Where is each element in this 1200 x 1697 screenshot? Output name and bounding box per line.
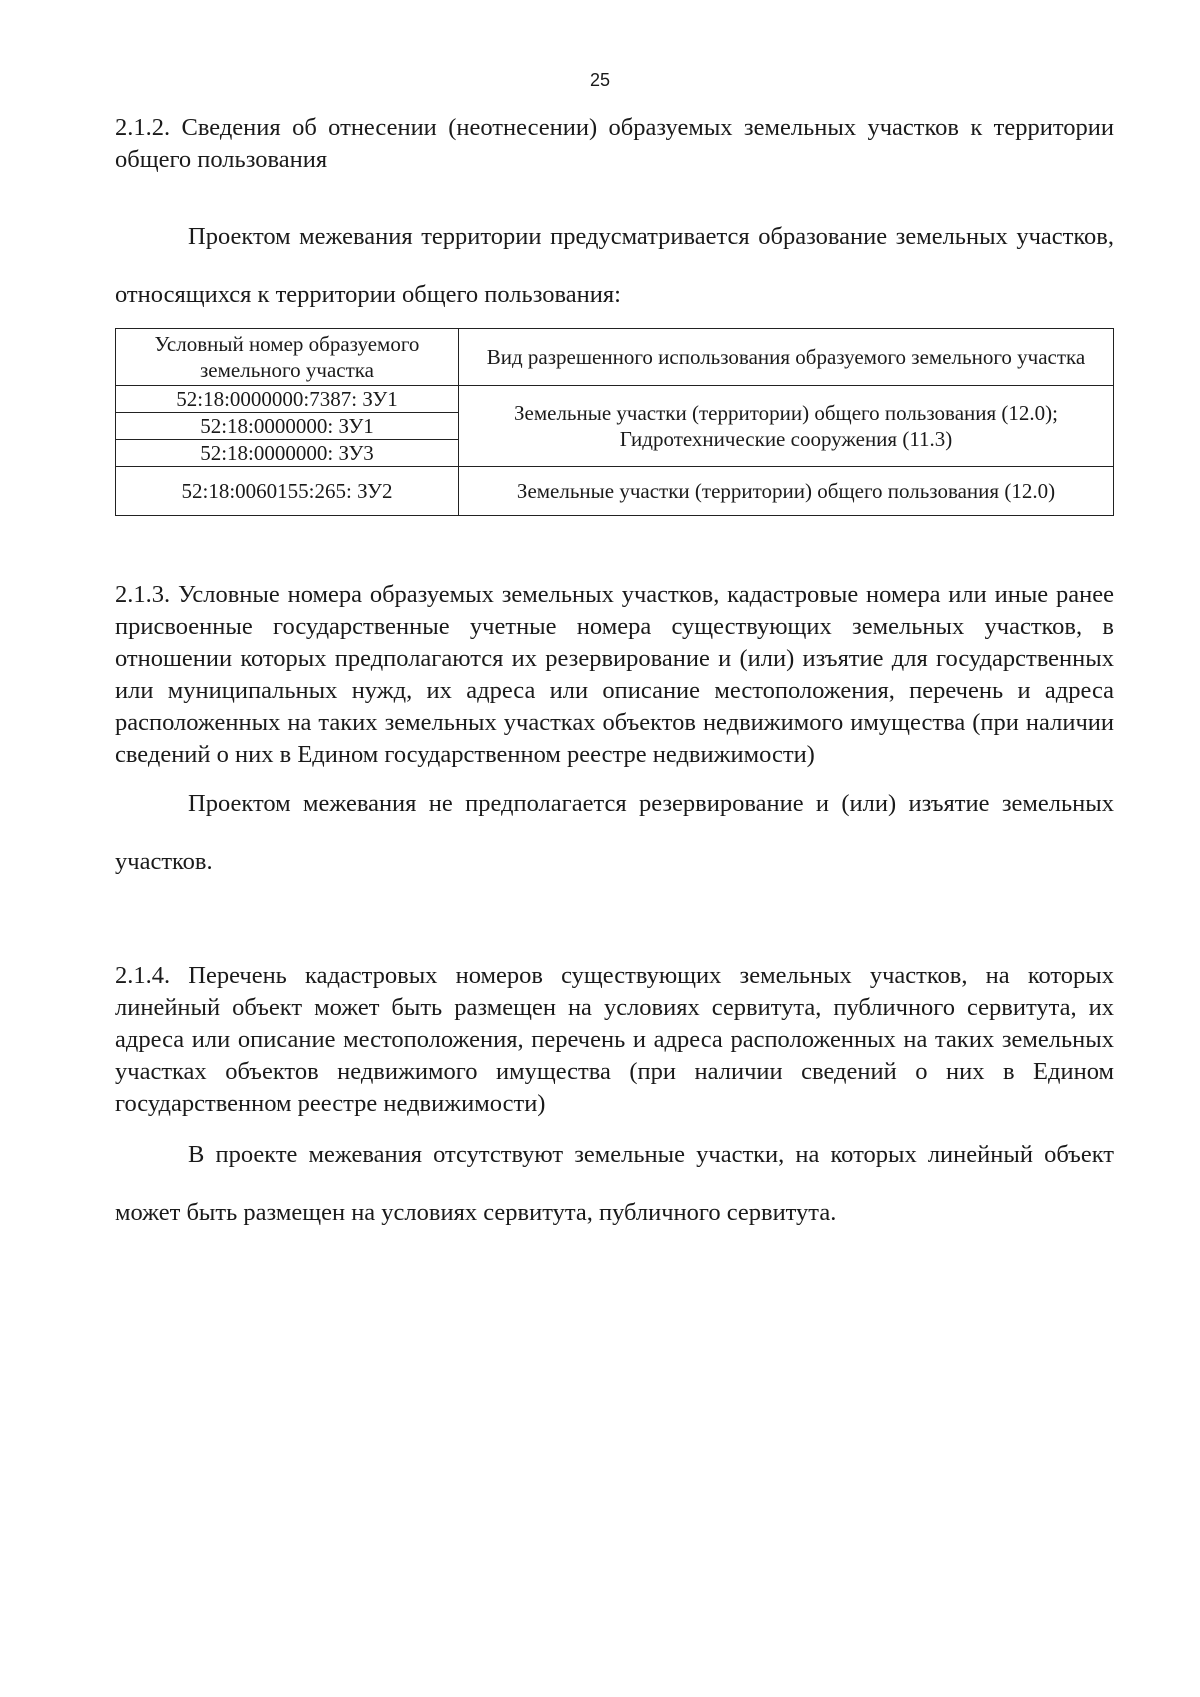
- section-2-1-2: [115, 112, 1114, 516]
- section-paragraph: Проектом межевания не предполагается резервирование и (или) изъятие земельных участков.: [115, 790, 1114, 875]
- section-2-1-3: [115, 579, 1114, 891]
- table-cell-number: 52:18:0000000: ЗУ3: [116, 440, 459, 467]
- section-heading: 2.1.3. Условные номера образуемых земельных участков, кадастровые номера или иные ранее присвоенные государственные учетные номера существующих земельных участков, в отношении которых предполагаются их резервирование и (или) изъятие для государственных или муниципальных нужд, их адреса или описание местоположения, перечень и адреса расположенных на таких земельных участках объектов недвижимого имущества (при наличии сведений о них в Едином государственном реестре недвижимости): [115, 581, 1114, 768]
- table-header-row: [116, 329, 1114, 386]
- table-row: [116, 467, 1114, 516]
- section-heading: 2.1.4. Перечень кадастровых номеров существующих земельных участков, на которых линейный объект может быть размещен на условиях сервитута, публичного сервитута, их адреса или описание местоположения, перечень и адреса расположенных на таких земельных участках объектов недвижимого имущества (при наличии сведений о них в Едином государственном реестре недвижимости): [115, 962, 1114, 1117]
- page-number: 25: [589, 70, 611, 90]
- table-cell-number: 52:18:0000000:7387: ЗУ1: [116, 386, 459, 413]
- usage-line: Гидротехнические сооружения (11.3): [619, 427, 953, 451]
- table-cell-number: 52:18:0000000: ЗУ1: [116, 413, 459, 440]
- usage-line: Земельные участки (территории) общего пользования (12.0);: [514, 401, 1058, 425]
- section-2-1-4: [115, 960, 1114, 1242]
- table-header-number: Условный номер образуемого земельного участка: [116, 329, 459, 386]
- table-header-usage: Вид разрешенного использования образуемого земельного участка: [459, 329, 1114, 386]
- table-cell-number: 52:18:0060155:265: ЗУ2: [116, 467, 459, 516]
- section-paragraph: В проекте межевания отсутствуют земельные участки, на которых линейный объект может быть размещен на условиях сервитута, публичного сервитута.: [115, 1141, 1114, 1226]
- table-cell-usage: Земельные участки (территории) общего пользования (12.0): [459, 467, 1114, 516]
- section-paragraph: Проектом межевания территории предусматривается образование земельных участков, относящихся к территории общего пользования:: [115, 223, 1114, 308]
- section-heading: 2.1.2. Сведения об отнесении (неотнесении) образуемых земельных участков к территории общего пользования: [115, 114, 1114, 173]
- page-content: [115, 112, 1114, 1242]
- table-row: [116, 386, 1114, 413]
- land-plots-table: [115, 328, 1114, 516]
- table-cell-usage: [459, 386, 1114, 467]
